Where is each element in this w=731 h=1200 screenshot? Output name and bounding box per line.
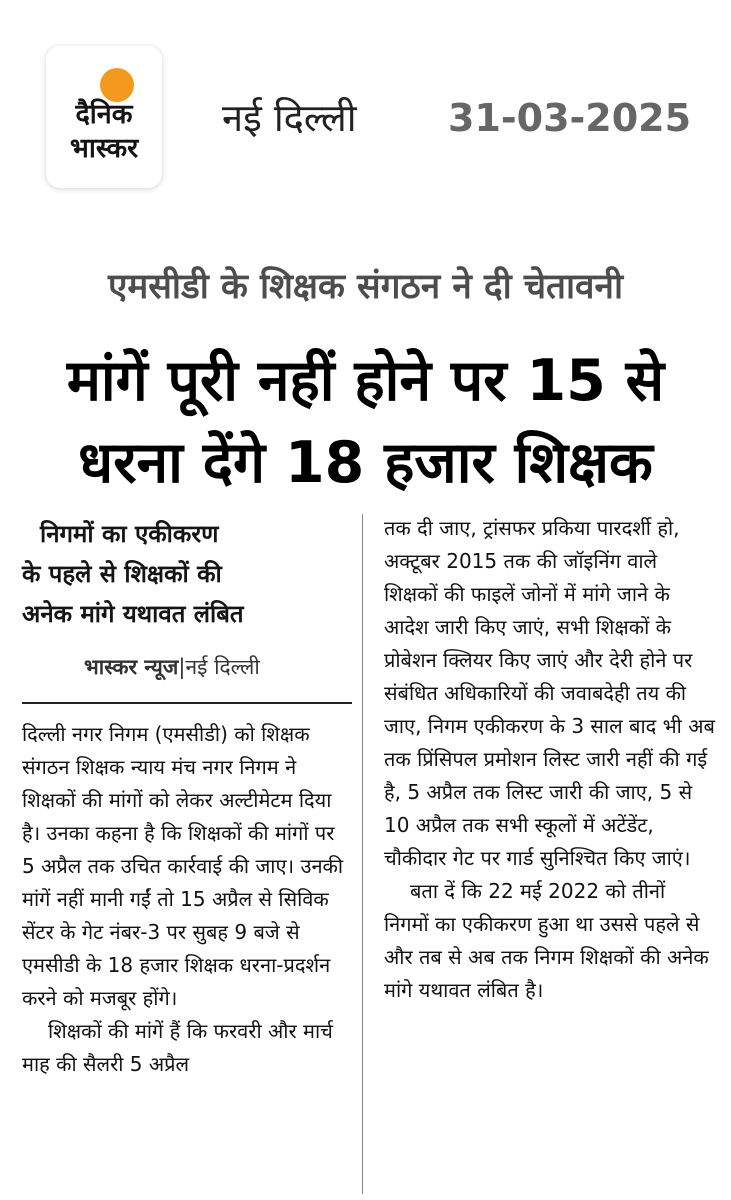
- byline: भास्कर न्यूज|नई दिल्ली: [84, 655, 260, 679]
- logo-text-line2: भास्कर: [69, 133, 139, 164]
- body-paragraph: तक दी जाए, ट्रांसफर प्रकिया पारदर्शी हो, अक्टूबर 2015 तक की जॉइनिंग वाले शिक्षकों की फाइलें जोनों में मांगे जाने के आदेश जारी किए जाएं, सभी शिक्षकों के प्रोबेशन क्लियर किए जाएं और देरी होने पर संबंधित अधिकारियों की जवाबदेही तय की जाए, निगम एकीकरण के 3 साल बाद भी अब तक प्रिंसिपल प्रमोशन लिस्ट जारी नहीं की गई है, 5 अप्रैल तक लिस्ट जारी की जाए, 5 से 10 अप्रैल तक सभी स्कूलों में अटेंडेंट, चौकीदार गेट पर गार्ड सुनिश्चित किए जाएं।: [384, 516, 715, 870]
- headline-line-1: मांगें पूरी नहीं होने पर 15 से: [66, 348, 665, 414]
- body-column-left: [22, 718, 352, 1081]
- sub-headline: [22, 514, 356, 634]
- byline-agency: भास्कर न्यूज: [84, 655, 179, 679]
- sun-logo-icon: [100, 68, 134, 102]
- headline-line-2: धरना देंगे 18 हजार शिक्षक: [78, 430, 653, 496]
- body-paragraph: दिल्ली नगर निगम (एमसीडी) को शिक्षक संगठन शिक्षक न्याय मंच नगर निगम ने शिक्षकों की मांगों को लेकर अल्टीमेटम दिया है। उनका कहना है कि शिक्षकों की मांगों पर 5 अप्रैल तक उचित कार्रवाई की जाए। उनकी मांगें नहीं मानी गईं तो 15 अप्रैल से सिविक सेंटर के गेट नंबर-3 पर सुबह 9 बजे से एमसीडी के 18 हजार शिक्षक धरना-प्रदर्शन करने को मजबूर होंगे।: [22, 722, 344, 1010]
- sub-headline-line: निगमों का एकीकरण: [40, 520, 219, 548]
- byline-place: नई दिल्ली: [185, 655, 260, 679]
- body-paragraph: शिक्षकों की मांगें हैं कि फरवरी और मार्च माह की सैलरी 5 अप्रैल: [22, 1019, 333, 1076]
- logo-text-line1: दैनिक: [75, 99, 133, 130]
- body-column-right: [384, 512, 716, 1007]
- sub-headline-line: के पहले से शिक्षकों की: [22, 560, 222, 588]
- edition-date: 31-03-2025: [448, 96, 692, 140]
- body-paragraph: बता दें कि 22 मई 2022 को तीनों निगमों का एकीकरण हुआ था उससे पहले से और तब से अब तक निगम शिक्षकों की अनेक मांगे यथावत लंबित है।: [384, 879, 709, 1002]
- newspaper-logo: [46, 46, 162, 188]
- byline-divider: [22, 702, 352, 704]
- article-kicker: एमसीडी के शिक्षक संगठन ने दी चेतावनी: [107, 267, 624, 307]
- edition-city: नई दिल्ली: [222, 96, 357, 140]
- sub-headline-line: अनेक मांगे यथावत लंबित: [22, 600, 244, 628]
- column-divider: [362, 514, 363, 1194]
